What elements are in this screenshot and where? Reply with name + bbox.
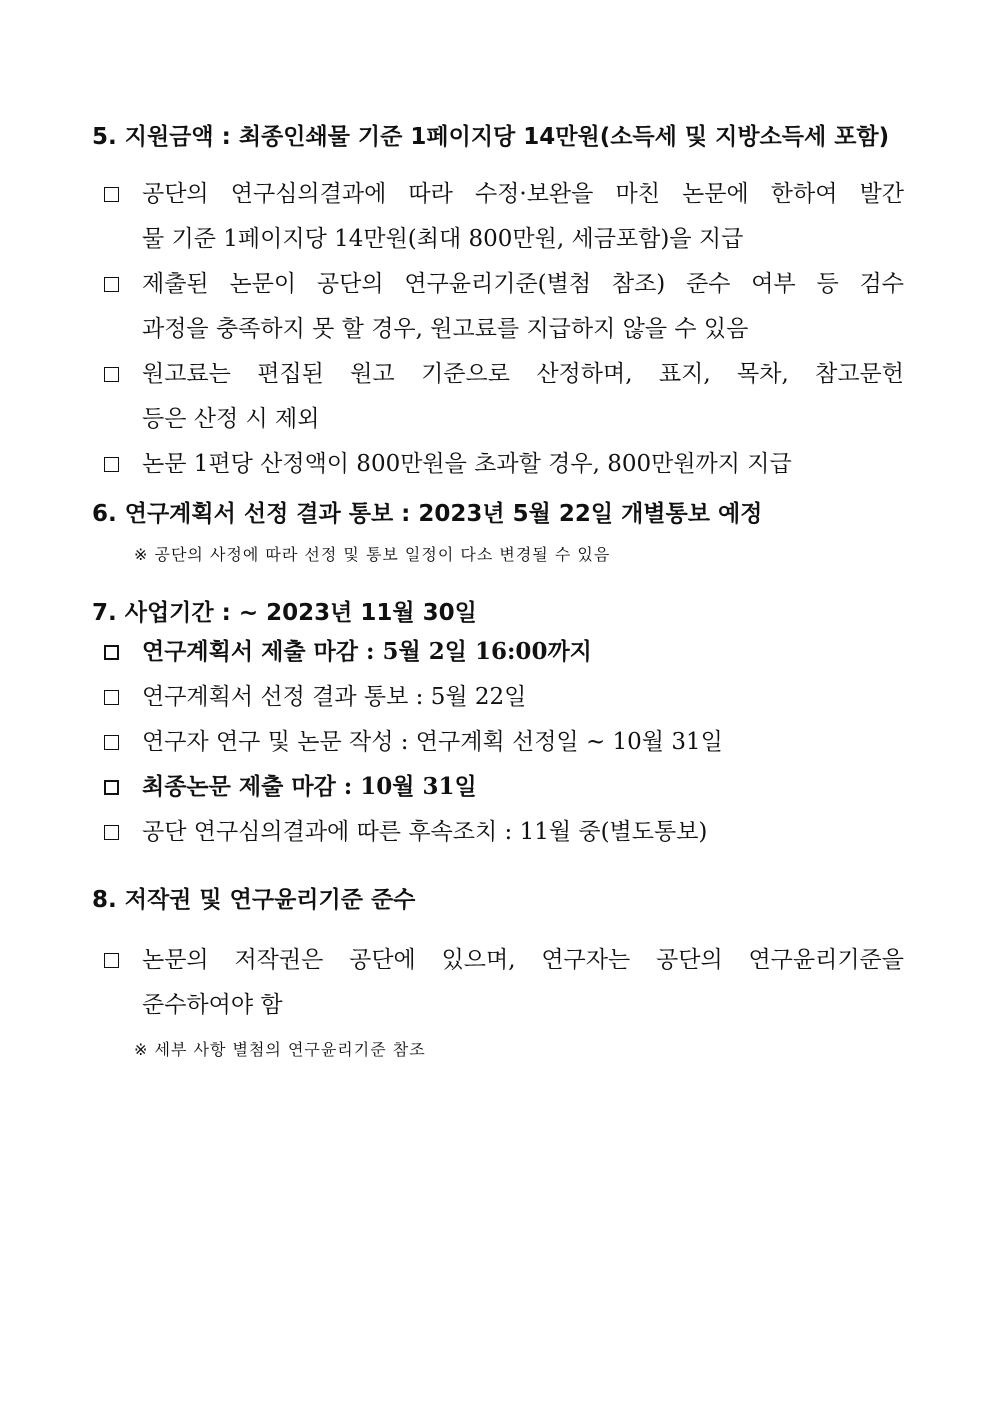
section-8-heading: 8. 저작권 및 연구윤리기준 준수 <box>92 887 416 913</box>
item-text-line: 제출된 논문이 공단의 연구윤리기준(별첨 참조) 준수 여부 등 검수 <box>142 271 904 297</box>
item-text-line: 연구계획서 제출 마감 : 5월 2일 16:00까지 <box>142 638 592 665</box>
checkbox-square-icon <box>104 457 119 472</box>
checkbox-square-icon <box>104 187 119 202</box>
section-6-note: ※ 공단의 사정에 따라 선정 및 통보 일정이 다소 변경될 수 있음 <box>134 545 611 564</box>
item-text-line: 연구자 연구 및 논문 작성 : 연구계획 선정일 ~ 10월 31일 <box>142 729 723 755</box>
item-text-line: 논문의 저작권은 공단에 있으며, 연구자는 공단의 연구윤리기준을 <box>142 947 904 973</box>
checkbox-square-icon <box>104 277 119 292</box>
item-text-line: 공단 연구심의결과에 따른 후속조치 : 11월 중(별도통보) <box>142 819 708 845</box>
section-5-heading: 5. 지원금액 : 최종인쇄물 기준 1페이지당 14만원(소득세 및 지방소득세 포함) <box>92 124 890 150</box>
checkbox-square-icon <box>104 645 119 660</box>
checkbox-square-icon <box>104 367 119 382</box>
item-text-line: 공단의 연구심의결과에 따라 수정·보완을 마친 논문에 한하여 발간 <box>142 181 904 207</box>
checkbox-square-icon <box>104 735 119 750</box>
item-text-line: 논문 1편당 산정액이 800만원을 초과할 경우, 800만원까지 지급 <box>142 451 792 477</box>
item-text-line: 과정을 충족하지 못 할 경우, 원고료를 지급하지 않을 수 있음 <box>142 316 749 342</box>
item-text-line: 연구계획서 선정 결과 통보 : 5월 22일 <box>142 684 527 710</box>
checkbox-square-icon <box>104 690 119 705</box>
item-text-line: 준수하여야 함 <box>142 992 283 1018</box>
item-text-line: 물 기준 1페이지당 14만원(최대 800만원, 세금포함)을 지급 <box>142 226 744 252</box>
item-text-line: 등은 산정 시 제외 <box>142 406 320 432</box>
checkbox-square-icon <box>104 825 119 840</box>
checkbox-square-icon <box>104 953 119 968</box>
section-6-heading: 6. 연구계획서 선정 결과 통보 : 2023년 5월 22일 개별통보 예정 <box>92 501 763 527</box>
item-text-line: 최종논문 제출 마감 : 10월 31일 <box>142 773 477 800</box>
checkbox-square-icon <box>104 780 119 795</box>
item-text-line: 원고료는 편집된 원고 기준으로 산정하며, 표지, 목차, 참고문헌 <box>142 361 904 387</box>
section-7-heading: 7. 사업기간 : ~ 2023년 11월 30일 <box>92 600 477 626</box>
section-8-note: ※ 세부 사항 별첨의 연구윤리기준 참조 <box>134 1040 426 1059</box>
